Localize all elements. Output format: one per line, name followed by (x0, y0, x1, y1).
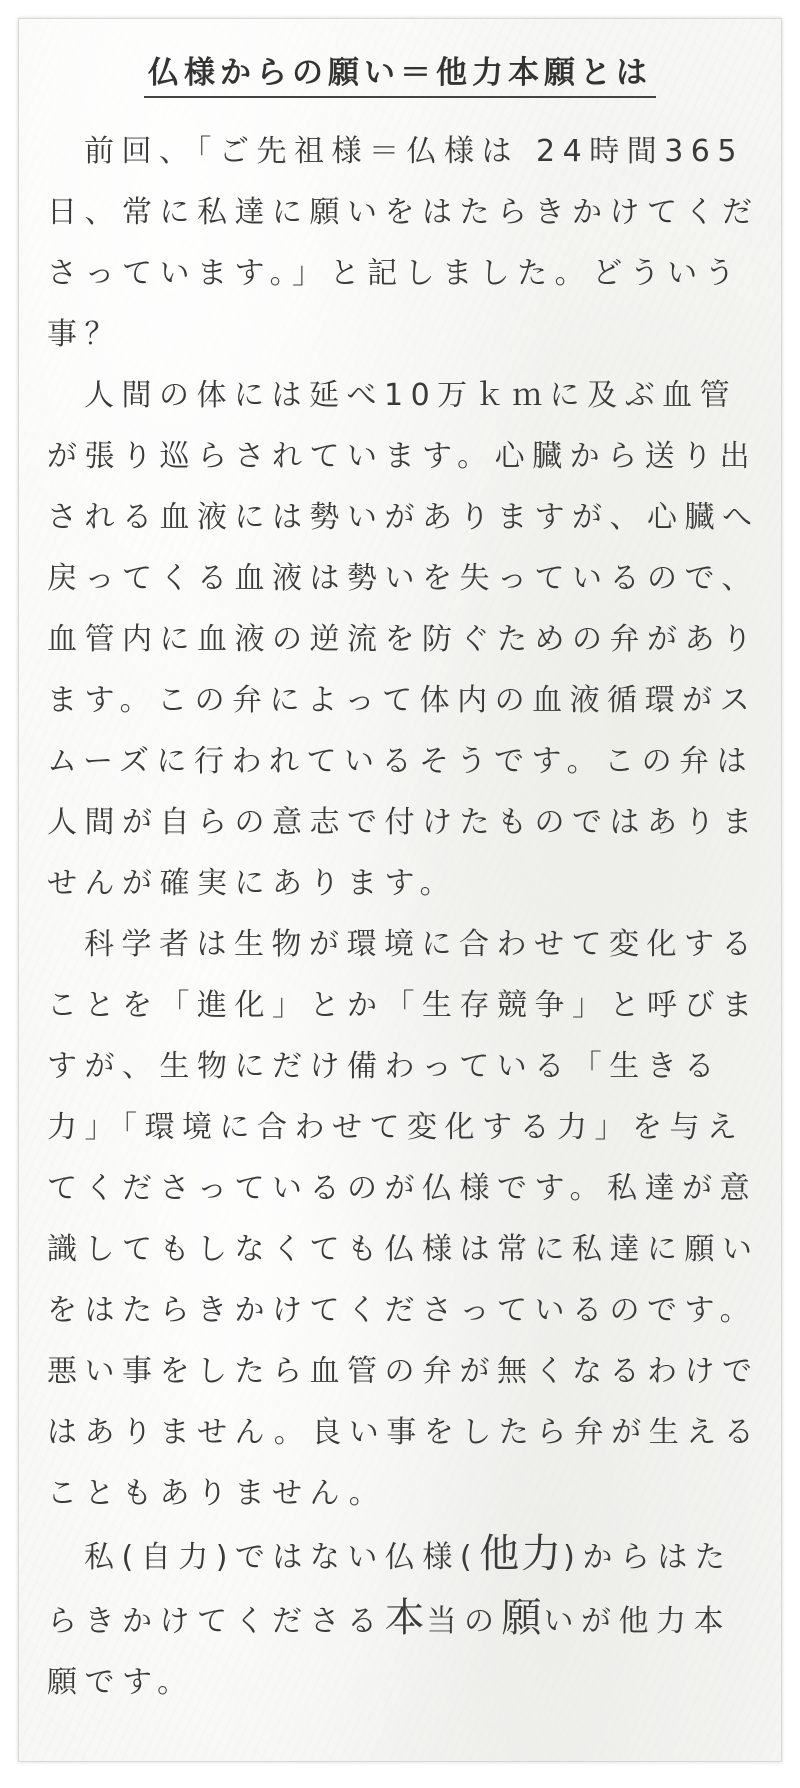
paragraph-1: 前回、「ご先祖様＝仏様は 24時間365日、常に私達に願いをはたらきかけてくださっています。」と記しました。どういう事？ (47, 134, 760, 352)
paragraph-2: 人間の体には延べ10万ｋｍに及ぶ血管が張り巡らされています。心臓から送り出される血液には勢いがありますが、心臓へ戻ってくる血液は勢いを失っているので、血管内に血液の逆流を防ぐための弁があります。この弁によって体内の血液循環がスムーズに行われているそうです。この弁は人間が自らの意志で付けたものではありませんが確実にあります。 (47, 378, 760, 901)
paragraph-4 (47, 1524, 767, 1713)
emphasis-tariki: 他力 (479, 1531, 564, 1577)
paragraph-4-part-1: 私(自力)ではない仏様( (84, 1540, 480, 1575)
paragraph-3: 科学者は生物が環境に合わせて変化することを「進化」とか「生存競争」と呼びますが、生物にだけ備わっている「生きる力」「環境に合わせて変化する力」を与えてくださっているのが仏様です。私達が意識してもしなくても仏様は常に私達に願いをはたらきかけてくださっているのです。悪い事をしたら血管の弁が無くなるわけではありません。良い事をしたら弁が生えることもありません。 (47, 927, 762, 1511)
emphasis-hon: 本 (384, 1595, 427, 1641)
title-wrap (19, 47, 781, 98)
paragraph-4-part-3: 当の (426, 1604, 502, 1639)
paragraph-4-part-4: いが他力本願です。 (47, 1604, 731, 1700)
paragraph-4-part-2: )からはたらきかけてくださる (47, 1540, 733, 1639)
page-title: 仏様からの願い＝他力本願とは (144, 47, 656, 98)
emphasis-gan: 願 (501, 1595, 544, 1641)
paper-card (18, 18, 782, 1762)
article-body (47, 121, 767, 1713)
